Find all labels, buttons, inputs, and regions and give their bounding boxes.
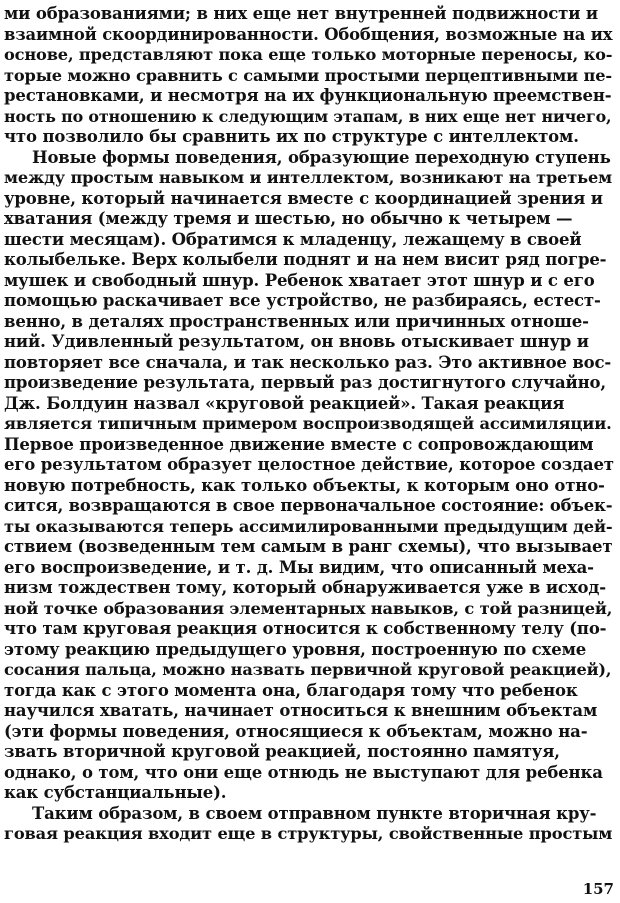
text-line: говая реакция входит еще в структуры, свойственные простым	[4, 824, 613, 843]
text-line: основе, представляют пока еще только моторные переносы, ко-	[4, 45, 613, 64]
page-number: 157	[582, 880, 614, 898]
text-line: ний. Удивленный результатом, он вновь отыскивает шнур и	[4, 332, 589, 351]
body-text	[4, 4, 616, 845]
text-line: что там круговая реакция относится к собственному телу (по-	[4, 619, 607, 638]
text-line: Первое произведенное движение вместе с сопровождающим	[4, 434, 594, 454]
text-line: ность по отношению к следующим этапам, в них еще нет ничего,	[4, 106, 612, 126]
text-line: как субстанциальные).	[4, 783, 227, 802]
text-line: повторяет все сначала, и так несколько раз. Это активное вос-	[4, 352, 612, 372]
text-line: (эти формы поведения, относящиеся к объектам, можно на-	[4, 721, 588, 741]
text-line: сится, возвращаются в свое первоначальное состояние: объек-	[4, 496, 613, 515]
text-line: ми образованиями; в них еще нет внутренней подвижности и	[4, 4, 599, 23]
text-line: мушек и свободный шнур. Ребенок хватает этот шнур и с его	[4, 270, 595, 290]
text-line: ствием (возведенным тем самым в ранг схемы), что вызывает	[4, 537, 613, 556]
text-line: его воспроизведение, и т. д. Мы видим, что описанный меха-	[4, 557, 594, 577]
text-line: хватания (между тремя и шестью, но обычно к четырем —	[4, 209, 573, 228]
text-line: уровне, который начинается вместе с координацией зрения и	[4, 188, 603, 208]
text-line: между простым навыком и интеллектом, возникают на третьем	[4, 168, 612, 187]
text-line: ты оказываются теперь ассимилированными предыдущим дей-	[4, 516, 613, 536]
text-line: научился хватать, начинает относиться к внешним объектам	[4, 701, 598, 720]
text-line: Новые формы поведения, образующие переходную ступень	[32, 147, 611, 167]
text-line: этому реакцию предыдущего уровня, построенную по схеме	[4, 639, 587, 659]
text-line: торые можно сравнить с самыми простыми перцептивными пе-	[4, 65, 612, 85]
text-line: его результатом образует целостное действие, которое создает	[4, 455, 614, 474]
text-line: рестановками, и несмотря на их функциональную преемствен-	[4, 86, 612, 105]
text-line: Дж. Болдуин назвал «круговой реакцией». Такая реакция	[4, 393, 565, 413]
text-line: что позволило бы сравнить их по структуре с интеллектом.	[4, 127, 579, 146]
text-line: Таким образом, в своем отправном пункте вторичная кру-	[32, 803, 597, 823]
text-line: однако, о том, что они еще отнюдь не выступают для ребенка	[4, 762, 603, 782]
text-line: колыбельке. Верх колыбели поднят и на нем висит ряд погре-	[4, 250, 607, 269]
text-line: помощью раскачивает все устройство, не разбираясь, естест-	[4, 291, 601, 310]
text-line: является типичным примером воспроизводящей ассимиляции.	[4, 414, 612, 433]
text-line: сосания пальца, можно назвать первичной круговой реакцией),	[4, 660, 612, 679]
text-line: ной точке образования элементарных навыков, с той разницей,	[4, 598, 613, 618]
text-line: шести месяцам). Обратимся к младенцу, лежащему в своей	[4, 229, 582, 249]
text-line: звать вторичной круговой реакцией, постоянно памятуя,	[4, 742, 560, 761]
text-line: взаимной скоординированности. Обобщения, возможные на их	[4, 24, 613, 44]
text-line: произведение результата, первый раз достигнутого случайно,	[4, 373, 607, 392]
text-line: низм тождествен тому, который обнаруживается уже в исход-	[4, 578, 606, 597]
text-line: тогда как с этого момента она, благодаря тому что ребенок	[4, 680, 578, 700]
text-line: венно, в деталях пространственных или причинных отноше-	[4, 311, 589, 331]
text-line: новую потребность, как только объекты, к которым оно отно-	[4, 475, 605, 495]
